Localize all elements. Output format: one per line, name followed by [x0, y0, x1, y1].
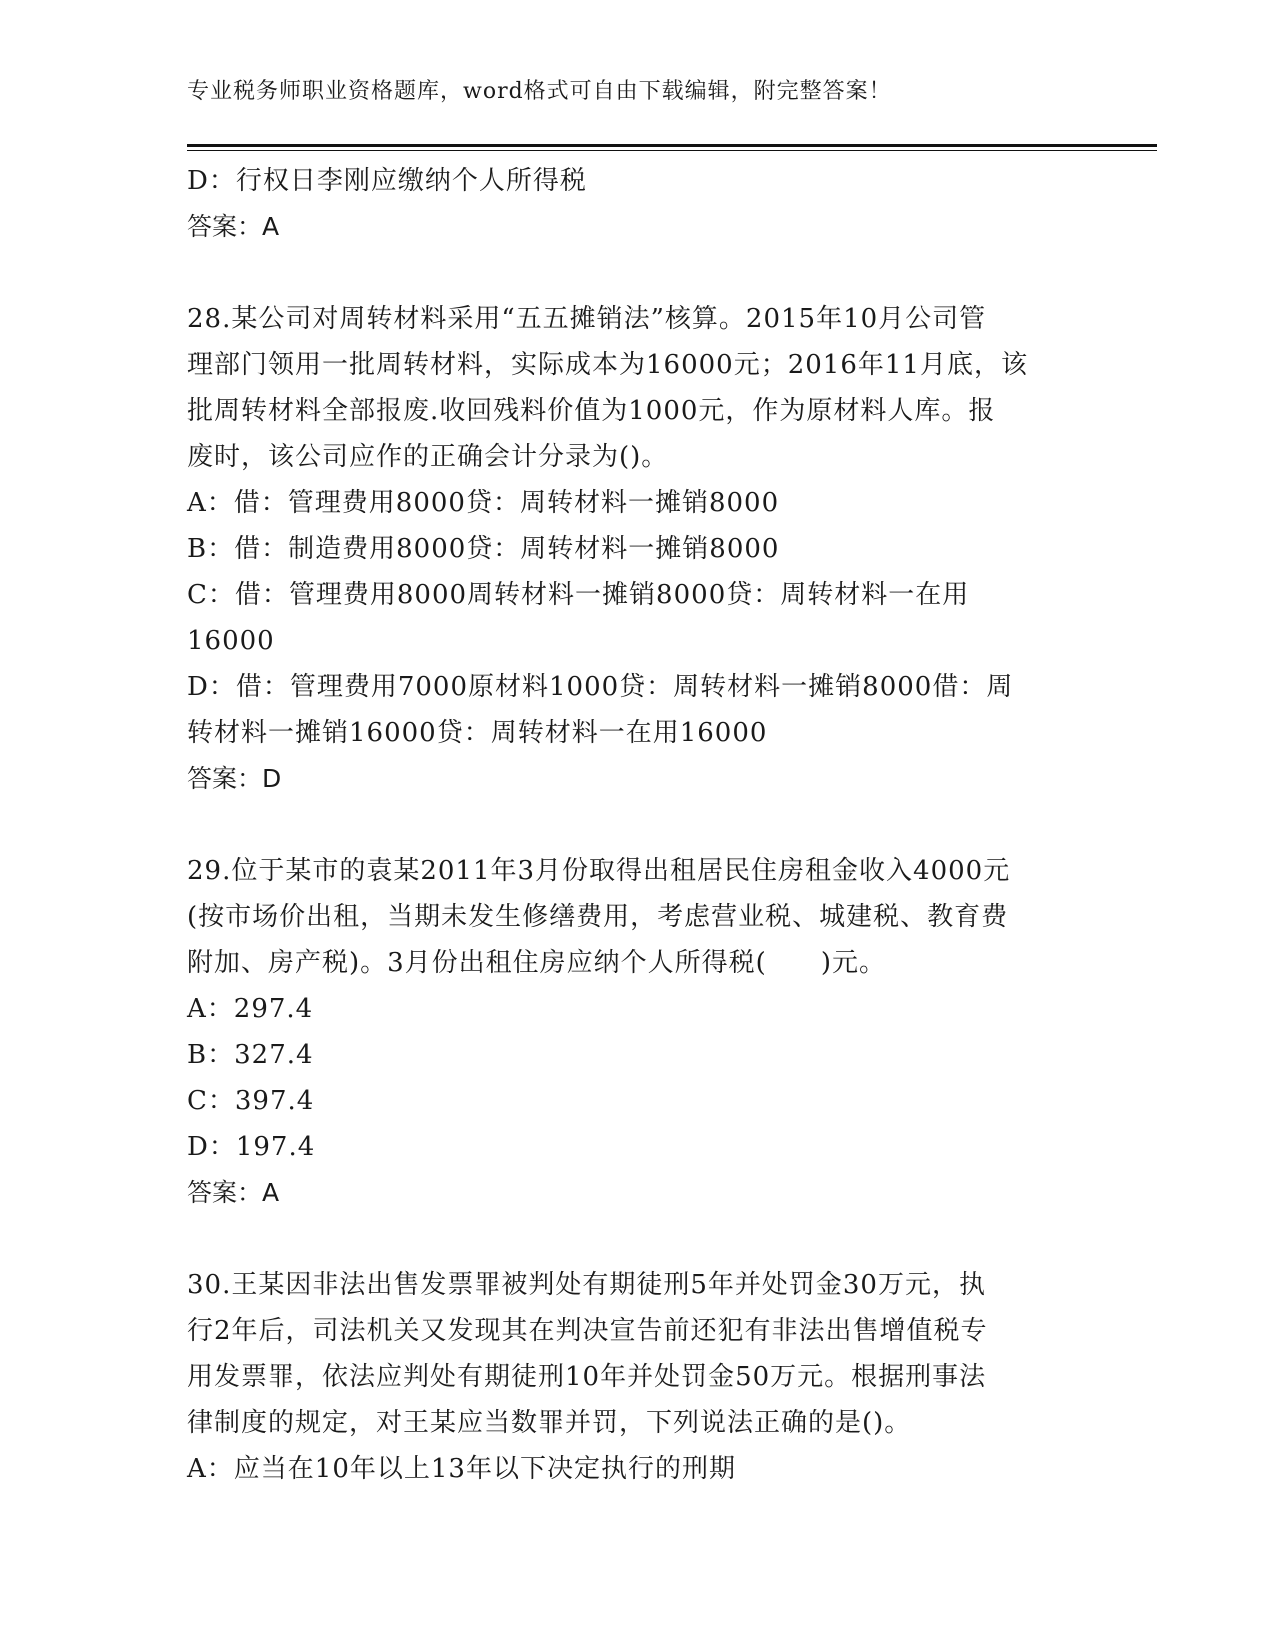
text-line: 行2年后，司法机关又发现其在判决宣告前还犯有非法出售增值税专: [187, 1316, 988, 1346]
text-line: 转材料一摊销16000贷：周转材料一在用16000: [187, 718, 768, 748]
text-line: 律制度的规定，对王某应当数罪并罚，下列说法正确的是()。: [187, 1408, 912, 1438]
text-line: A：297.4: [187, 994, 314, 1024]
text-line: 附加、房产税)。3月份出租住房应纳个人所得税( )元。: [187, 948, 886, 978]
header-rule-thin: [187, 150, 1157, 151]
paragraph-gap: [187, 802, 1087, 848]
header-rule-thick: [187, 144, 1157, 147]
text-line: 用发票罪，依法应判处有期徒刑10年并处罚金50万元。根据刑事法: [187, 1362, 987, 1392]
text-line: 16000: [187, 626, 275, 656]
text-line: D：197.4: [187, 1132, 316, 1162]
paragraph-gap: [187, 1216, 1087, 1262]
text-line: B：借：制造费用8000贷：周转材料一摊销8000: [187, 534, 780, 564]
text-line: 理部门领用一批周转材料，实际成本为16000元；2016年11月底，该: [187, 350, 1028, 380]
text-line: 批周转材料全部报废.收回残料价值为1000元，作为原材料人库。报: [187, 396, 996, 426]
text-line: D：借：管理费用7000原材料1000贷：周转材料一摊销8000借：周: [187, 672, 1014, 702]
text-line: (按市场价出租，当期未发生修缮费用，考虑营业税、城建税、教育费: [187, 902, 1009, 932]
text-line: B：327.4: [187, 1040, 314, 1070]
paragraph-gap: [187, 250, 1087, 296]
text-line: A：应当在10年以上13年以下决定执行的刑期: [187, 1454, 736, 1484]
text-line: C：397.4: [187, 1086, 315, 1116]
answer-line: 答案：A: [187, 1178, 280, 1207]
text-line: 废时，该公司应作的正确会计分录为()。: [187, 442, 669, 472]
page-header: 专业税务师职业资格题库，word格式可自由下载编辑，附完整答案！: [187, 79, 892, 104]
answer-line: 答案：A: [187, 212, 280, 241]
text-line: A：借：管理费用8000贷：周转材料一摊销8000: [187, 488, 780, 518]
text-line: C：借：管理费用8000周转材料一摊销8000贷：周转材料一在用: [187, 580, 970, 610]
text-line: 30.王某因非法出售发票罪被判处有期徒刑5年并处罚金30万元，执: [187, 1270, 986, 1300]
text-line: 28.某公司对周转材料采用“五五摊销法”核算。2015年10月公司管: [187, 304, 987, 334]
answer-line: 答案：D: [187, 764, 282, 793]
document-body: [187, 158, 1087, 1492]
text-line: 29.位于某市的袁某2011年3月份取得出租居民住房租金收入4000元: [187, 856, 1011, 886]
text-line: D：行权日李刚应缴纳个人所得税: [187, 166, 587, 196]
